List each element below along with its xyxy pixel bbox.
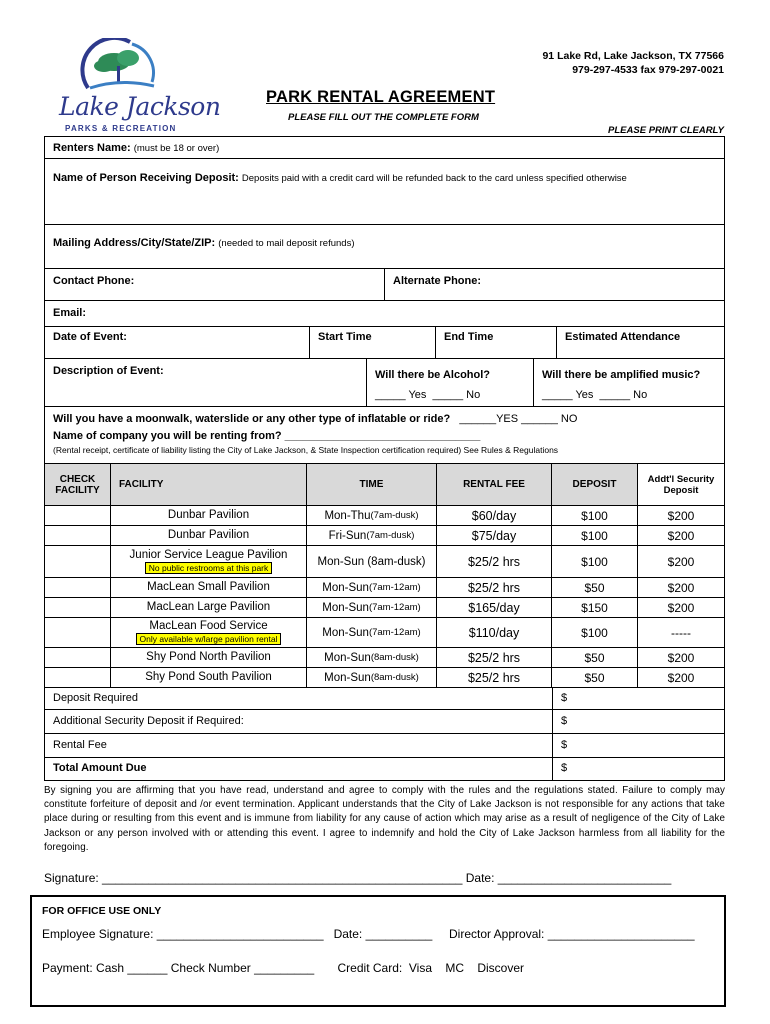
facility-cell [111,668,307,687]
tree-logo-icon [80,38,160,98]
deposit-cell: $100 [552,506,638,525]
rental-fee-header: RENTAL FEE [437,464,552,506]
office-use-box [30,895,726,1007]
facility-name: MacLean Small Pavilion [147,581,270,593]
end-time-field[interactable] [436,327,557,358]
security-deposit-cell: $200 [667,670,695,685]
company-label[interactable]: Name of company you will be renting from? ________________________________ [53,430,481,442]
mailing-note: (needed to mail deposit refunds) [218,238,355,249]
time-detail: (7am-12am) [368,627,421,638]
start-time-label: Start Time [318,331,372,343]
deposit-cell: $150 [552,598,638,617]
facility-name: MacLean Large Pavilion [146,601,271,613]
time-cell [307,526,437,545]
start-time-field[interactable] [310,327,436,358]
time-main: Fri-Sun [328,529,367,542]
time-cell [307,648,437,667]
deposit-header: DEPOSIT [552,464,638,506]
time-detail: (7am-dusk) [370,510,419,521]
security-deposit-cell: $200 [667,650,695,665]
additional-deposit-row [45,710,724,734]
event-date-row [45,327,724,359]
rental-fee-label: Rental Fee [45,734,553,757]
description-label: Description of Event: [53,365,164,377]
facility-cell [111,546,307,577]
phone-row [45,269,724,301]
deposit-person-row[interactable] [45,159,724,225]
facility-cell [111,598,307,617]
facility-cell [111,526,307,545]
facility-table-header [45,464,724,506]
time-cell [307,546,437,577]
time-main: Mon-Sun [322,626,369,639]
time-cell [307,578,437,597]
table-row [45,668,724,688]
time-detail: (7am-12am) [368,602,421,613]
security-deposit-cell: $200 [667,528,695,543]
deposit-note: Deposits paid with a credit card will be refunded back to the card unless specified otherwise [241,173,627,184]
contact-phone-label: Contact Phone: [53,275,135,287]
alternate-phone-field[interactable] [385,269,724,300]
office-line-1[interactable]: Employee Signature: _________________________ Date: __________ Director Approval: ______________________ [42,927,695,941]
mailing-label: Mailing Address/City/State/ZIP: [53,237,216,249]
rental-form [44,136,725,781]
time-main: Mon-Sun [324,651,371,664]
time-main: Mon-Sun [324,671,371,684]
description-row [45,359,724,407]
facility-name: Shy Pond North Pavilion [146,651,271,663]
check-facility-cell[interactable] [45,578,111,597]
time-main: Mon-Sun [322,601,369,614]
time-detail: (7am-12am) [368,582,421,593]
music-field[interactable] [534,359,724,406]
check-facility-header: CHECK FACILITY [45,464,111,506]
page-title: PARK RENTAL AGREEMENT [266,88,496,106]
mailing-address-row[interactable] [45,225,724,269]
deposit-required-label: Deposit Required [45,688,553,709]
table-row [45,546,724,578]
alcohol-field[interactable] [367,359,534,406]
total-label: Total Amount Due [45,758,553,780]
attendance-label: Estimated Attendance [565,331,681,343]
table-row [45,526,724,546]
end-time-label: End Time [444,331,494,343]
table-row [45,618,724,648]
deposit-cell: $100 [552,526,638,545]
facility-table [45,463,724,688]
check-facility-cell[interactable] [45,648,111,667]
inflatable-block [45,407,724,463]
table-row [45,598,724,618]
rental-fee-cell: $110/day [437,618,552,647]
form-subtitle: PLEASE FILL OUT THE COMPLETE FORM [288,112,479,123]
additional-deposit-label: Additional Security Deposit if Required: [45,710,553,733]
rental-fee-cell: $25/2 hrs [437,668,552,687]
security-deposit-cell: ----- [671,625,691,640]
check-facility-cell[interactable] [45,526,111,545]
rental-fee-cell: $75/day [437,526,552,545]
deposit-required-amount[interactable]: $ [561,692,568,704]
lake-jackson-logo [55,38,221,138]
total-amount[interactable]: $ [561,762,568,774]
additional-deposit-amount[interactable]: $ [561,715,568,727]
office-use-heading: FOR OFFICE USE ONLY [42,905,162,917]
time-cell [307,618,437,647]
facility-name: Dunbar Pavilion [167,509,250,521]
rental-fee-cell: $25/2 hrs [437,648,552,667]
print-note: PLEASE PRINT CLEARLY [608,125,724,136]
time-main: Mon-Thu [324,509,371,522]
date-of-event-field[interactable] [45,327,310,358]
alcohol-label: Will there be Alcohol? [375,369,491,381]
signature-line[interactable]: Signature: ______________________________________________________ Date: __________________________ [44,871,672,885]
address-line: 91 Lake Rd, Lake Jackson, TX 77566 [542,50,724,62]
rental-fee-cell: $25/2 hrs [437,578,552,597]
time-detail: (7am-dusk) [366,530,415,541]
description-field[interactable] [45,359,367,406]
inflatable-label: Will you have a moonwalk, waterslide or any other type of inflatable or ride? [53,413,451,425]
check-facility-cell[interactable] [45,598,111,617]
security-deposit-cell: $200 [667,600,695,615]
time-detail: (8am-dusk) [370,652,419,663]
deposit-cell: $50 [552,578,638,597]
deposit-required-row [45,688,724,710]
table-row [45,506,724,526]
facility-cell [111,506,307,525]
attendance-field[interactable] [557,327,724,358]
time-detail: (8am-dusk) [370,672,419,683]
office-line-2[interactable]: Payment: Cash ______ Check Number _________ Credit Card: Visa MC Discover [42,961,525,975]
facility-cell [111,618,307,647]
facility-name: MacLean Food Service [149,620,268,632]
security-deposit-header: Addt'l Security Deposit [638,464,724,506]
time-cell [307,668,437,687]
company-note: (Rental receipt, certificate of liability listing the City of Lake Jackson, & State Inspection certification required) See Rules & Regulations [53,445,559,455]
contact-phone-field[interactable] [45,269,385,300]
facility-name: Junior Service League Pavilion [129,549,288,561]
facility-name: Shy Pond South Pavilion [145,671,272,683]
time-main: Mon-Sun (8am-dusk) [317,555,426,568]
facility-rows [45,506,724,688]
rental-fee-cell: $165/day [437,598,552,617]
date-of-event-label: Date of Event: [53,331,127,343]
check-facility-cell[interactable] [45,668,111,687]
logo-name: Lake Jackson [59,92,221,121]
alternate-phone-label: Alternate Phone: [393,275,482,287]
security-deposit-cell: $200 [667,554,695,569]
address-block [542,49,724,77]
check-facility-cell[interactable] [45,506,111,525]
time-cell [307,506,437,525]
time-cell [307,598,437,617]
deposit-person-label: Name of Person Receiving Deposit: [53,172,239,184]
time-header: TIME [307,464,437,506]
music-options[interactable]: _____ Yes _____ No [542,389,648,401]
phone-line: 979-297-4533 fax 979-297-0021 [572,64,724,76]
rental-fee-row [45,734,724,758]
renters-name-label: Renters Name: [53,142,131,154]
deposit-cell: $100 [552,618,638,647]
facility-header: FACILITY [111,464,307,506]
security-deposit-cell: $200 [667,580,695,595]
deposit-cell: $100 [552,546,638,577]
table-row [45,648,724,668]
security-deposit-cell: $200 [667,508,695,523]
logo-subtitle: PARKS & RECREATION [65,124,177,133]
email-row[interactable] [45,301,724,327]
renters-name-row[interactable] [45,137,724,159]
check-facility-cell[interactable] [45,546,111,577]
check-facility-cell[interactable] [45,618,111,647]
table-row [45,578,724,598]
rental-fee-cell: $25/2 hrs [437,546,552,577]
deposit-cell: $50 [552,668,638,687]
total-row [45,758,724,780]
facility-cell [111,578,307,597]
facility-note: No public restrooms at this park [145,562,273,574]
rental-fee-cell: $60/day [437,506,552,525]
inflatable-options[interactable]: ______YES ______ NO [459,413,578,425]
facility-cell [111,648,307,667]
alcohol-options[interactable]: _____ Yes _____ No [375,389,481,401]
deposit-cell: $50 [552,648,638,667]
renters-name-note: (must be 18 or over) [133,143,220,154]
music-label: Will there be amplified music? [542,369,701,381]
facility-name: Dunbar Pavilion [167,529,250,541]
liability-statement: By signing you are affirming that you have read, understand and agree to comply with the rules and the regulations stated. Failure to comply may constitute forfeiture of deposit and /or event termination. Applicant understands that the City of Lake Jackson is not responsible for any actions that take place during or resulting from this event and is immune from liability for any cause of action which may arise as a result of negligence of the City of Lake Jackson or any person involved with or attending this event. I agree to indemnify and hold the City of Lake Jackson harmless from all liability for the foregoing. [44,785,725,853]
time-main: Mon-Sun [322,581,369,594]
rental-fee-amount[interactable]: $ [561,739,568,751]
email-label: Email: [53,307,87,319]
facility-note: Only available w/large pavilion rental [136,633,282,645]
